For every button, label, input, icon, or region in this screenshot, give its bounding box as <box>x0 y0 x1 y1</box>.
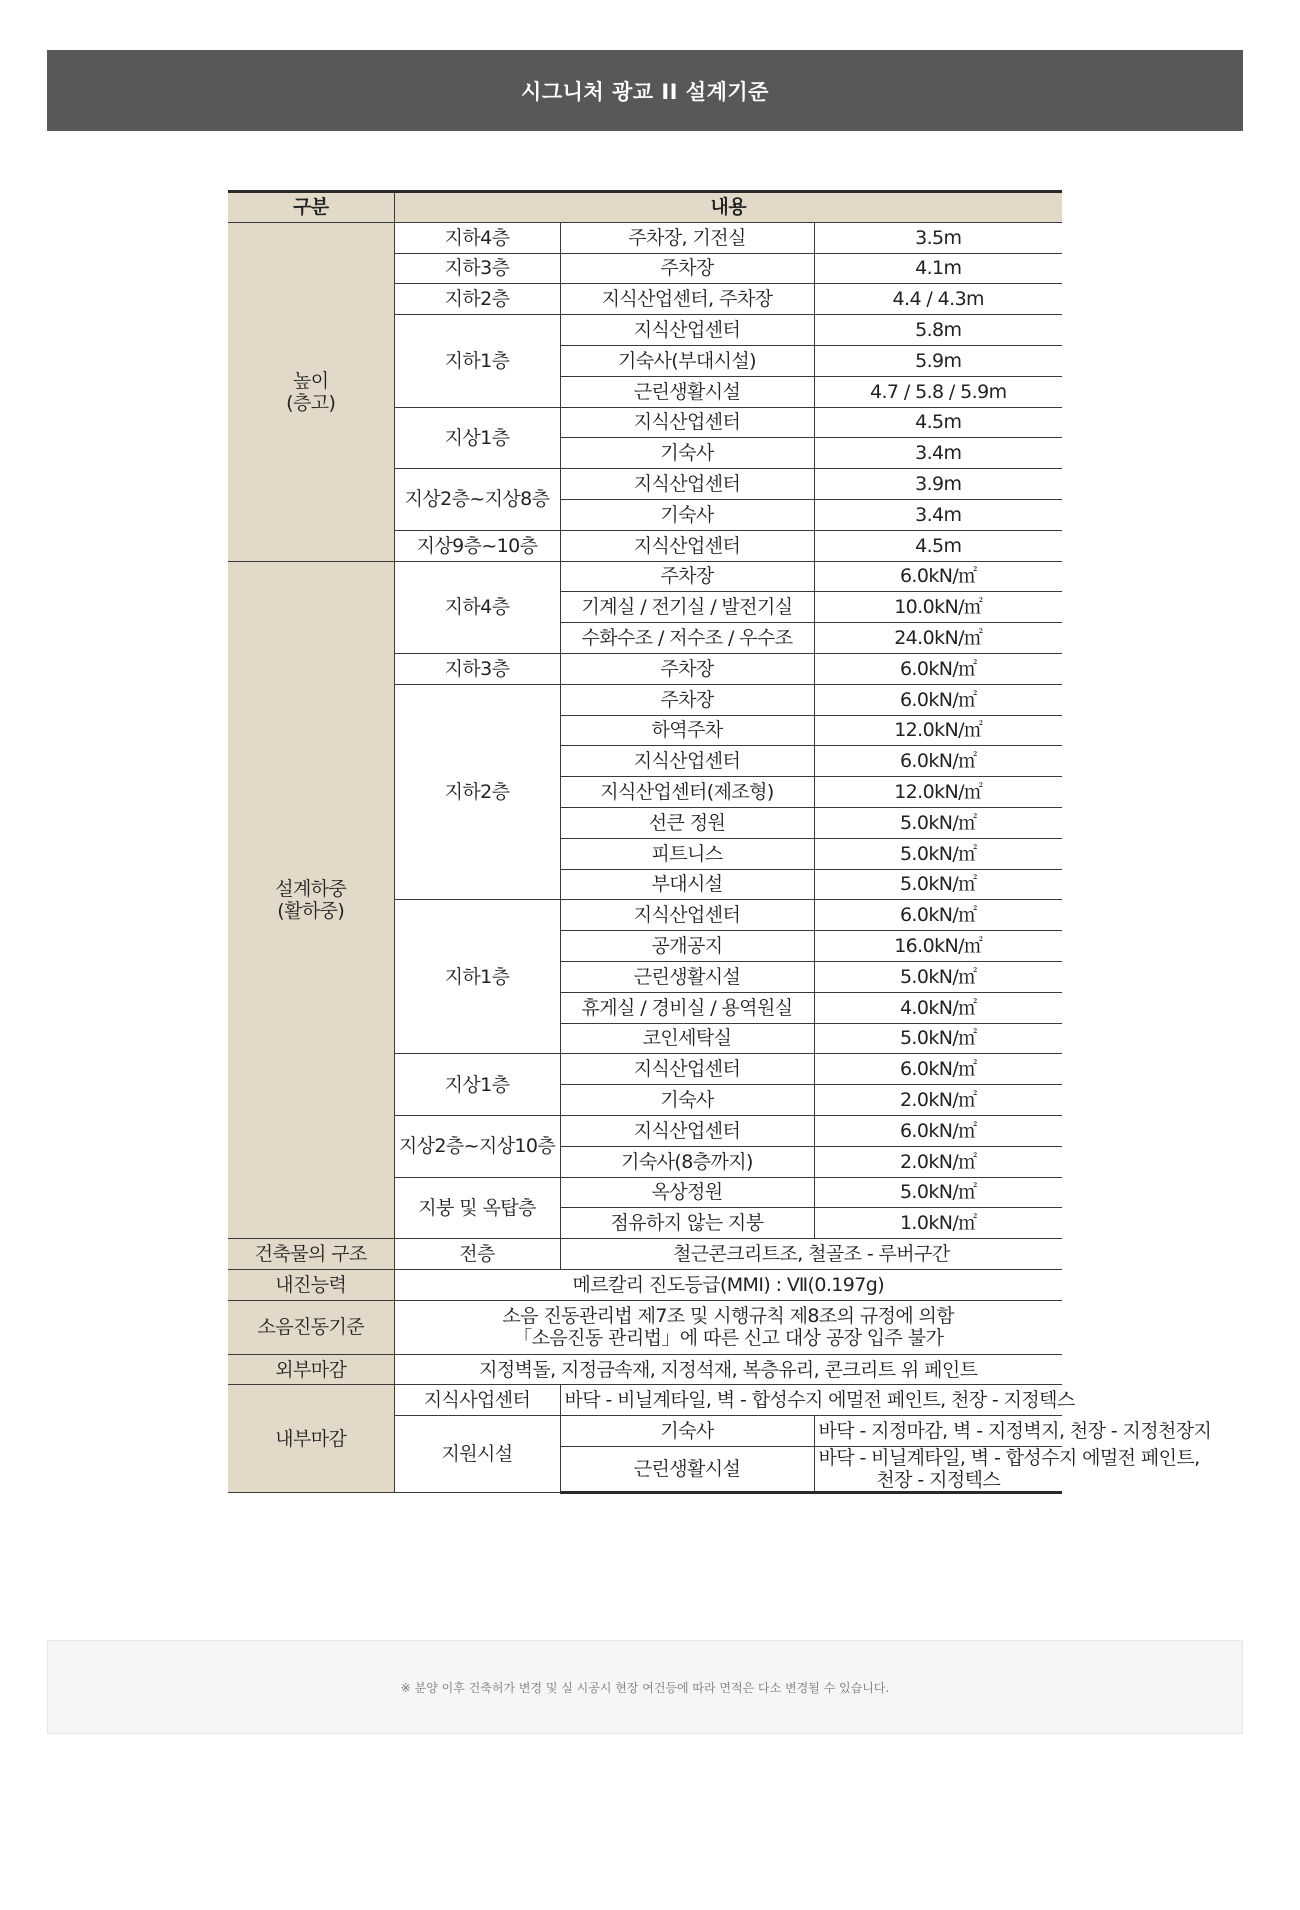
use-cell: 지식산업센터 <box>560 315 814 346</box>
use-cell: 지식산업센터(제조형) <box>560 777 814 808</box>
use-cell: 주차장 <box>560 253 814 284</box>
value-cell: 6.0kN/㎡ <box>814 684 1062 715</box>
floor-cell: 지하3층 <box>394 653 560 684</box>
value-cell: 5.0kN/㎡ <box>814 838 1062 869</box>
value-cell: 5.0kN/㎡ <box>814 961 1062 992</box>
value-cell: 6.0kN/㎡ <box>814 900 1062 931</box>
category-height: 높이 (층고) <box>228 222 394 561</box>
value-cell: 10.0kN/㎡ <box>814 592 1062 623</box>
use-cell: 지식산업센터 <box>560 530 814 561</box>
floor-cell: 전층 <box>394 1239 560 1270</box>
value-cell: 2.0kN/㎡ <box>814 1146 1062 1177</box>
value-cell: 3.5m <box>814 222 1062 253</box>
use-cell: 하역주차 <box>560 715 814 746</box>
value-cell: 24.0kN/㎡ <box>814 623 1062 654</box>
use-cell: 기숙사 <box>560 1416 814 1447</box>
value-cell: 4.7 / 5.8 / 5.9m <box>814 376 1062 407</box>
footnote-box <box>47 1640 1243 1734</box>
value-cell: 5.9m <box>814 345 1062 376</box>
value-cell: 바닥 - 지정마감, 벽 - 지정벽지, 천장 - 지정천장지 <box>814 1416 1062 1447</box>
header-content: 내용 <box>394 192 1062 223</box>
value-cell: 12.0kN/㎡ <box>814 777 1062 808</box>
use-cell: 기숙사(8층까지) <box>560 1146 814 1177</box>
category-seismic: 내진능력 <box>228 1269 394 1300</box>
use-cell: 지식산업센터 <box>560 1115 814 1146</box>
table-row <box>228 561 1062 592</box>
value-cell: 4.4 / 4.3m <box>814 284 1062 315</box>
use-cell: 공개공지 <box>560 931 814 962</box>
floor-cell: 지식사업센터 <box>394 1385 560 1416</box>
use-cell: 근린생활시설 <box>560 961 814 992</box>
floor-cell: 지하2층 <box>394 284 560 315</box>
value-cell: 6.0kN/㎡ <box>814 746 1062 777</box>
table-row <box>228 1239 1062 1270</box>
value-cell: 소음 진동관리법 제7조 및 시행규칙 제8조의 규정에 의함 「소음진동 관리법」에 따른 신고 대상 공장 입주 불가 <box>394 1300 1062 1354</box>
value-cell: 바닥 - 비닐계타일, 벽 - 합성수지 에멀전 페인트, 천장 - 지정텍스 <box>814 1447 1062 1493</box>
use-cell: 주차장 <box>560 561 814 592</box>
table-header-row <box>228 192 1062 223</box>
use-cell: 근린생활시설 <box>560 1447 814 1493</box>
use-cell: 점유하지 않는 지붕 <box>560 1208 814 1239</box>
use-cell: 지식산업센터 <box>560 900 814 931</box>
use-cell: 수화수조 / 저수조 / 우수조 <box>560 623 814 654</box>
value-cell: 바닥 - 비닐계타일, 벽 - 합성수지 에멀전 페인트, 천장 - 지정텍스 <box>560 1385 1062 1416</box>
use-cell: 주차장 <box>560 684 814 715</box>
use-cell: 기숙사 <box>560 1085 814 1116</box>
floor-cell: 지상1층 <box>394 407 560 469</box>
use-cell: 근린생활시설 <box>560 376 814 407</box>
table-row <box>228 1354 1062 1385</box>
use-cell: 기계실 / 전기실 / 발전기실 <box>560 592 814 623</box>
floor-cell: 지하3층 <box>394 253 560 284</box>
value-cell: 5.8m <box>814 315 1062 346</box>
value-cell: 6.0kN/㎡ <box>814 653 1062 684</box>
table-row <box>228 1385 1062 1416</box>
use-cell: 지식산업센터 <box>560 407 814 438</box>
use-cell: 부대시설 <box>560 869 814 900</box>
footnote-text: ※ 분양 이후 건축허가 변경 및 실 시공시 현장 여건등에 따라 면적은 다소 변경될 수 있습니다. <box>400 1680 890 1695</box>
value-cell: 2.0kN/㎡ <box>814 1085 1062 1116</box>
value-cell: 5.0kN/㎡ <box>814 1023 1062 1054</box>
use-cell: 주차장 <box>560 653 814 684</box>
floor-cell: 지상2층~지상8층 <box>394 469 560 531</box>
floor-cell: 지붕 및 옥탑층 <box>394 1177 560 1239</box>
value-cell: 12.0kN/㎡ <box>814 715 1062 746</box>
category-live-load: 설계하중 (활하중) <box>228 561 394 1239</box>
design-criteria-table <box>228 190 1212 1494</box>
value-cell: 철근콘크리트조, 철골조 - 루버구간 <box>560 1239 1062 1270</box>
value-cell: 5.0kN/㎡ <box>814 807 1062 838</box>
use-cell: 기숙사 <box>560 499 814 530</box>
use-cell: 지식산업센터, 주차장 <box>560 284 814 315</box>
floor-cell: 지상9층~10층 <box>394 530 560 561</box>
value-cell: 5.0kN/㎡ <box>814 869 1062 900</box>
category-interior: 내부마감 <box>228 1385 394 1493</box>
use-cell: 피트니스 <box>560 838 814 869</box>
value-cell: 6.0kN/㎡ <box>814 1054 1062 1085</box>
value-cell: 6.0kN/㎡ <box>814 561 1062 592</box>
floor-cell: 지하1층 <box>394 315 560 407</box>
floor-cell: 지상2층~지상10층 <box>394 1115 560 1177</box>
page-title: 시그니처 광교 II 설계기준 <box>47 50 1243 131</box>
value-cell: 4.5m <box>814 530 1062 561</box>
use-cell: 옥상정원 <box>560 1177 814 1208</box>
use-cell: 주차장, 기전실 <box>560 222 814 253</box>
table-row <box>228 1300 1062 1354</box>
floor-cell: 지원시설 <box>394 1416 560 1493</box>
use-cell: 선큰 정원 <box>560 807 814 838</box>
category-noise: 소음진동기준 <box>228 1300 394 1354</box>
value-cell: 16.0kN/㎡ <box>814 931 1062 962</box>
floor-cell: 지하4층 <box>394 561 560 653</box>
value-cell: 4.0kN/㎡ <box>814 992 1062 1023</box>
category-exterior: 외부마감 <box>228 1354 394 1385</box>
use-cell: 지식산업센터 <box>560 746 814 777</box>
use-cell: 코인세탁실 <box>560 1023 814 1054</box>
category-structure: 건축물의 구조 <box>228 1239 394 1270</box>
floor-cell: 지하2층 <box>394 684 560 900</box>
value-cell: 지정벽돌, 지정금속재, 지정석재, 복층유리, 콘크리트 위 페인트 <box>394 1354 1062 1385</box>
table-row <box>228 1269 1062 1300</box>
value-cell: 메르칼리 진도등급(MMI) : Ⅶ(0.197g) <box>394 1269 1062 1300</box>
floor-cell: 지하1층 <box>394 900 560 1054</box>
header-category: 구분 <box>228 192 394 223</box>
value-cell: 5.0kN/㎡ <box>814 1177 1062 1208</box>
floor-cell: 지상1층 <box>394 1054 560 1116</box>
value-cell: 3.9m <box>814 469 1062 500</box>
value-cell: 6.0kN/㎡ <box>814 1115 1062 1146</box>
value-cell: 4.1m <box>814 253 1062 284</box>
floor-cell: 지하4층 <box>394 222 560 253</box>
value-cell: 1.0kN/㎡ <box>814 1208 1062 1239</box>
use-cell: 기숙사(부대시설) <box>560 345 814 376</box>
value-cell: 3.4m <box>814 499 1062 530</box>
use-cell: 휴게실 / 경비실 / 용역원실 <box>560 992 814 1023</box>
value-cell: 4.5m <box>814 407 1062 438</box>
use-cell: 지식산업센터 <box>560 1054 814 1085</box>
use-cell: 지식산업센터 <box>560 469 814 500</box>
value-cell: 3.4m <box>814 438 1062 469</box>
use-cell: 기숙사 <box>560 438 814 469</box>
table-row <box>228 222 1062 253</box>
